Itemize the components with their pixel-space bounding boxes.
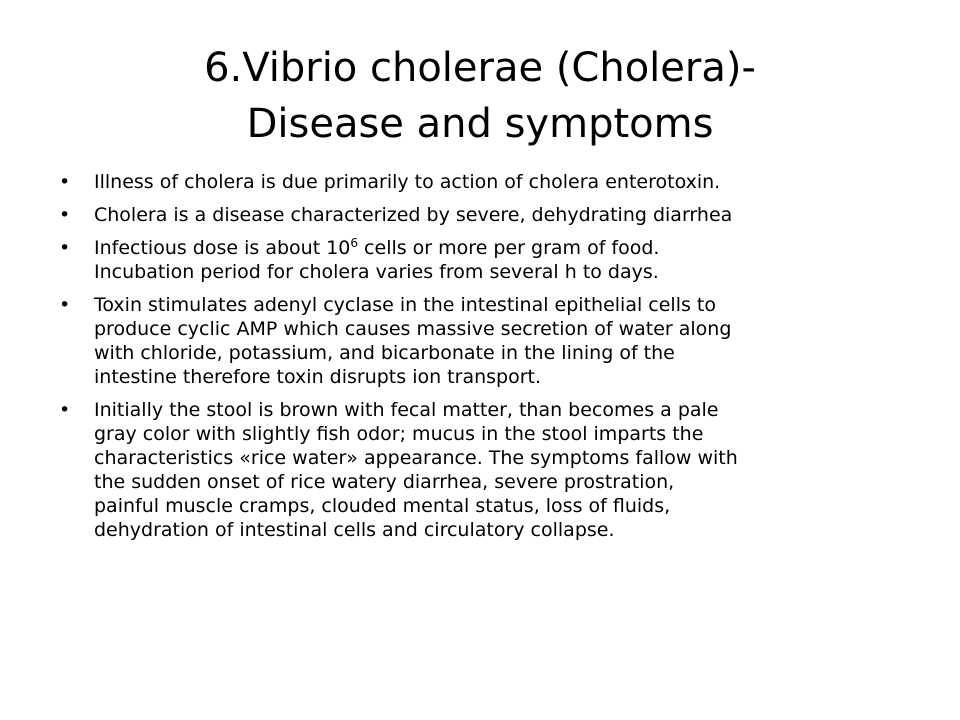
bullet-item-2: [58, 203, 918, 227]
bullet-marker: •: [59, 204, 71, 226]
bullet-3-text-before-superscript: Infectious dose is about 10: [94, 237, 351, 259]
bullet-4-line-1: Toxin stimulates adenyl cyclase in the intestinal epithelial cells to: [94, 294, 716, 316]
bullet-item-3: [58, 236, 918, 284]
bullet-5-line-1: Initially the stool is brown with fecal matter, than becomes a pale: [94, 399, 719, 421]
bullet-marker: •: [59, 237, 71, 259]
bullet-3-text-after-superscript: cells or more per gram of food.: [358, 237, 660, 259]
slide-title: [60, 40, 900, 152]
bullet-3-line-1: [94, 236, 918, 260]
bullet-5-line-3: characteristics «rice water» appearance. The symptoms fallow with: [94, 447, 738, 469]
bullet-marker: •: [59, 399, 71, 421]
bullet-item-4: [58, 293, 918, 389]
bullet-marker: •: [59, 294, 71, 316]
bullet-item-5: [58, 398, 918, 542]
bullet-5-line-2: gray color with slightly fish odor; mucus in the stool imparts the: [94, 423, 704, 445]
bullet-4-line-3: with chloride, potassium, and bicarbonate in the lining of the: [94, 342, 675, 364]
title-line-2: Disease and symptoms: [246, 101, 714, 147]
bullet-4-line-4: intestine therefore toxin disrupts ion transport.: [94, 366, 542, 388]
title-line-1: 6.Vibrio cholerae (Cholera)-: [204, 45, 756, 91]
bullet-2-line-1: Cholera is a disease characterized by severe, dehydrating diarrhea: [94, 204, 733, 226]
bullet-marker: •: [59, 171, 71, 193]
bullet-list: [58, 170, 918, 551]
exponent-superscript: 6: [350, 236, 359, 250]
bullet-5-line-5: painful muscle cramps, clouded mental status, loss of fluids,: [94, 495, 671, 517]
bullet-5-line-4: the sudden onset of rice watery diarrhea, severe prostration,: [94, 471, 675, 493]
bullet-1-line-1: Illness of cholera is due primarily to action of cholera enterotoxin.: [94, 171, 721, 193]
bullet-5-line-6: dehydration of intestinal cells and circulatory collapse.: [94, 519, 615, 541]
bullet-item-1: [58, 170, 918, 194]
bullet-3-line-2: Incubation period for cholera varies from several h to days.: [94, 261, 659, 283]
bullet-4-line-2: produce cyclic AMP which causes massive secretion of water along: [94, 318, 732, 340]
